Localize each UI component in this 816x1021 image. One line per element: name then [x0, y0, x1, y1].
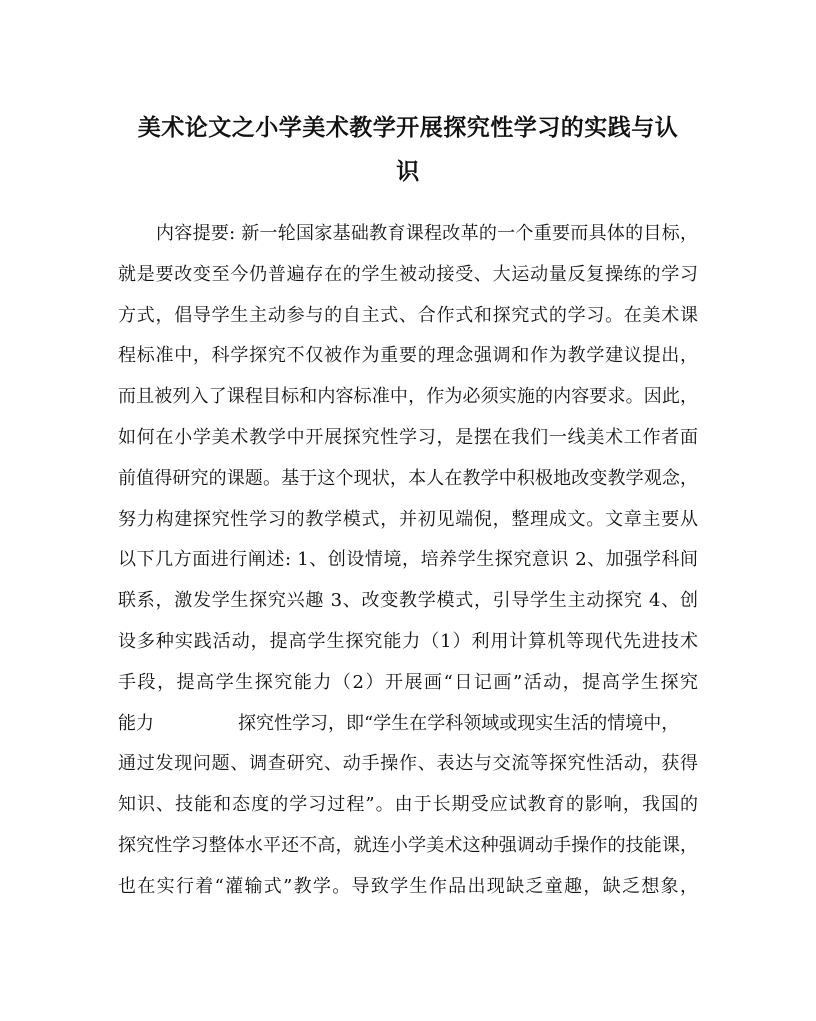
body-line: 知识、技能和态度的学习过程”。由于长期受应试教育的影响，我国的 — [118, 794, 698, 816]
ability-continuation: 探究性学习，即“学生在学科领域或现实生活的情境中， — [238, 712, 680, 734]
title-line-1: 美术论文之小学美术教学开展探究性学习的实践与认 — [137, 114, 679, 141]
body-line: 方式，倡导学生主动参与的自主式、合作式和探究式的学习。在美术课 — [118, 304, 698, 326]
body-line: 如何在小学美术教学中开展探究性学习，是摆在我们一线美术工作者面 — [118, 426, 698, 448]
body-line: 联系，激发学生探究兴趣 3、改变教学模式，引导学生主动探究 4、创 — [118, 590, 698, 612]
body-line: 就是要改变至今仍普遍存在的学生被动接受、大运动量反复操练的学习 — [118, 263, 698, 285]
body-line: 努力构建探究性学习的教学模式，并初见端倪，整理成文。文章主要从 — [118, 508, 698, 530]
body-line: 也在实行着“灌输式”教学。导致学生作品出现缺乏童趣，缺乏想象， — [118, 875, 698, 897]
body-line: 内容提要: 新一轮国家基础教育课程改革的一个重要而具体的目标， — [156, 223, 698, 244]
body-line: 通过发现问题、调查研究、动手操作、表达与交流等探究性活动，获得 — [118, 753, 698, 775]
title-line-2: 识 — [396, 158, 420, 185]
ability-label: 能力 — [118, 712, 154, 734]
body-line: 探究性学习整体水平还不高，就连小学美术这种强调动手操作的技能课， — [118, 834, 698, 856]
body-line: 而且被列入了课程目标和内容标准中，作为必须实施的内容要求。因此， — [118, 386, 698, 408]
body-line: 以下几方面进行阐述: 1、创设情境，培养学生探究意识 2、加强学科间 — [118, 549, 698, 571]
body-line: 前值得研究的课题。基于这个现状，本人在教学中积极地改变教学观念， — [118, 467, 698, 489]
body-line: 程标准中，科学探究不仅被作为重要的理念强调和作为教学建议提出， — [118, 345, 698, 367]
body-line: 手段，提高学生探究能力（2）开展画“日记画”活动，提高学生探究 — [118, 671, 698, 693]
body-line-ability — [118, 704, 698, 745]
body-line: 设多种实践活动，提高学生探究能力（1）利用计算机等现代先进技术 — [118, 630, 698, 652]
document-title — [118, 106, 698, 194]
document-body — [118, 214, 698, 908]
